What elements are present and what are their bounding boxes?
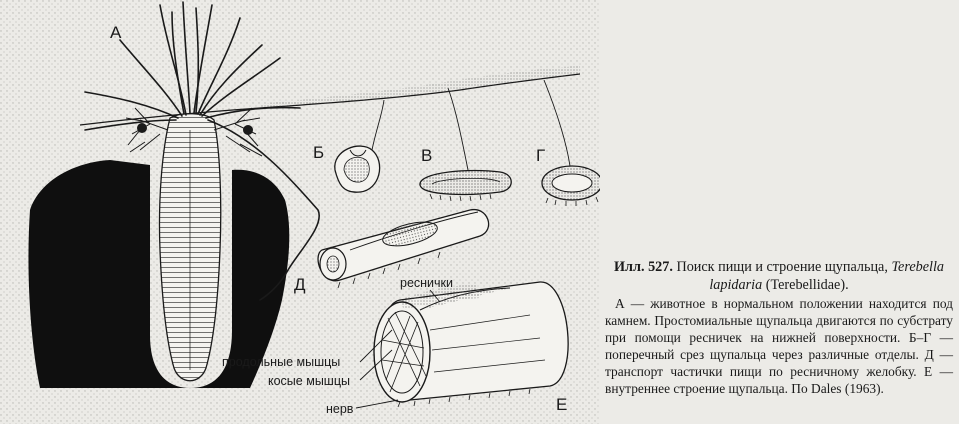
- label-v: В: [421, 146, 433, 165]
- caption-title-text: Поиск пищи и строение щупальца,: [672, 259, 892, 275]
- label-b: Б: [313, 143, 325, 162]
- label-longitudinal-muscles: продольные мышцы: [222, 355, 341, 369]
- caption-title: [605, 258, 953, 294]
- label-oblique-muscles: косые мышцы: [268, 374, 350, 388]
- worm-body: [159, 114, 220, 381]
- label-nerve: нерв: [326, 402, 354, 416]
- label-a: А: [110, 23, 122, 42]
- figure-caption: [605, 258, 953, 397]
- label-d: Д: [294, 275, 306, 294]
- caption-body: А — животное в нормальном положении находится под камнем. Простомиальные щупальца двигаются по субстрату при помощи ресничек на нижней поверхности. Б–Г — поперечный срез щупальца через различные отделы. Д — транспорт частички пищи по ресничному желобку. Е — внутреннее строение щупальца. По Dales (1963).: [605, 296, 953, 396]
- caption-title-end: (Terebellidae).: [762, 277, 849, 293]
- caption-number: Илл. 527.: [614, 259, 673, 275]
- label-cilia: реснички: [400, 276, 454, 290]
- label-e: Е: [556, 395, 568, 414]
- caption-latin-name: Terebella lapidaria: [709, 259, 944, 293]
- label-g: Г: [536, 146, 546, 165]
